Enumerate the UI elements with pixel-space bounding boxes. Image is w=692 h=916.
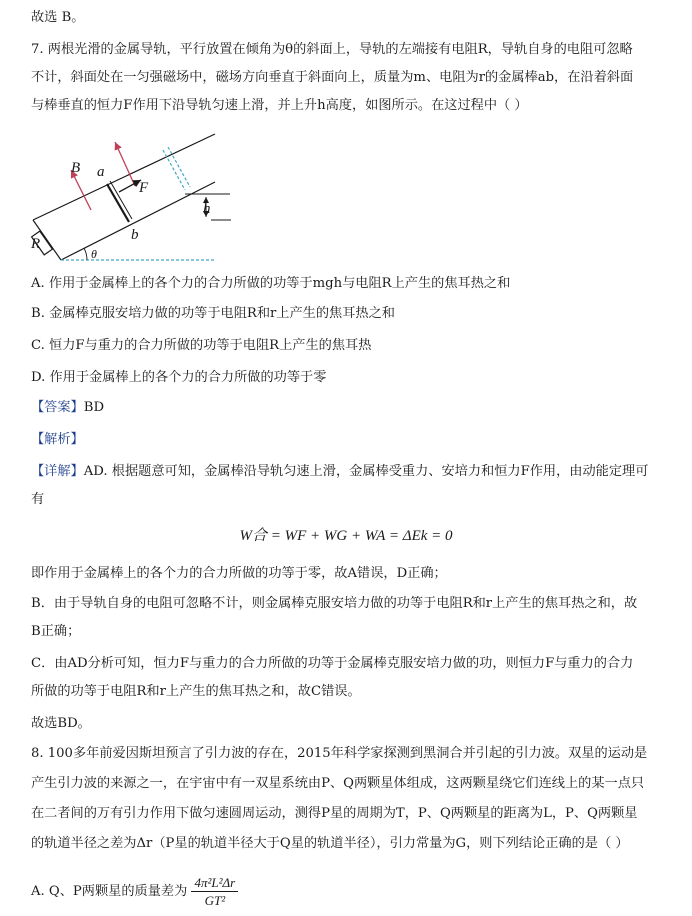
fraction-denominator: GT²: [204, 893, 226, 908]
label-b: b: [131, 227, 139, 243]
q8-line3: 在二者间的万有引力作用下做匀速圆周运动，测得P星的周期为T，P、Q两颗星的距离为L，P、Q两颗星: [31, 806, 638, 821]
label-B: B: [71, 160, 81, 176]
q7-stem-line1: 7. 两根光滑的金属导轨，平行放置在倾角为θ的斜面上，导轨的左端接有电阻R，导轨自身的电阻可忽略: [31, 42, 633, 57]
q7-analysis-tag: 【解析】: [31, 432, 84, 447]
label-h: h: [203, 201, 211, 217]
q7-c-line1: C．由AD分析可知，恒力F与重力的合力所做的功等于金属棒克服安培力做的功，则恒力F与重力的合力: [31, 656, 634, 671]
q7-b-line1: B．由于导轨自身的电阻可忽略不计，则金属棒克服安培力做的功等于电阻R和r上产生的焦耳热之和，故: [31, 596, 638, 611]
q8-option-a-prefix: A. Q、P两颗星的质量差为: [31, 884, 188, 899]
label-a: a: [97, 164, 105, 180]
rail-upper: [33, 134, 215, 220]
q8-line1: 8. 100多年前爱因斯坦预言了引力波的存在，2015年科学家探测到黑洞合并引起的引力波。双星的运动是: [31, 746, 648, 761]
q7-stem-line2: 不计，斜面处在一匀强磁场中，磁场方向垂直于斜面向上，质量为m、电阻为r的金属棒ab，在沿着斜面: [31, 70, 634, 85]
q7-answer: [31, 398, 670, 418]
q8-option-a-fraction: [191, 874, 238, 909]
q7-b-line2: B正确；: [31, 624, 81, 639]
angle-arc: [84, 248, 87, 260]
q8-line2: 产生引力波的来源之一，在宇宙中有一双星系统由P、Q两颗星体组成，这两颗星绕它们连线上的某一点只: [31, 776, 645, 791]
q7-conclusion: 故选BD。: [31, 716, 91, 731]
q7-option-d: D. 作用于金属棒上的各个力的合力所做的功等于零: [31, 370, 327, 385]
prev-answer: 故选 B。: [31, 10, 85, 25]
q7-option-b: B. 金属棒克服安培力做的功等于电阻R和r上产生的焦耳热之和: [31, 306, 395, 321]
b-field-arrow-1: [71, 170, 91, 210]
detail-tag: 【详解】: [31, 464, 84, 479]
answer-value: BD: [83, 400, 105, 415]
q7-after-formula: 即作用于金属棒上的各个力的合力所做的功等于零，故A错误，D正确；: [31, 566, 447, 581]
answer-tag: 【答案】: [31, 400, 84, 415]
label-F: F: [139, 180, 149, 196]
final-bar-dashed: [163, 150, 185, 190]
q7-option-a: A. 作用于金属棒上的各个力的合力所做的功等于mgh与电阻R上产生的焦耳热之和: [31, 276, 511, 291]
q8-option-a: [31, 872, 670, 912]
label-R: R: [31, 236, 41, 252]
detail-text: AD. 根据题意可知，金属棒沿导轨匀速上滑，金属棒受重力、安培力和恒力F作用，由动能定理可: [83, 464, 649, 479]
q7-detail-line1: [31, 462, 670, 482]
q7-c-line2: 所做的功等于电阻R和r上产生的焦耳热之和，故C错误。: [31, 684, 361, 699]
q7-stem-line3: 与棒垂直的恒力F作用下沿导轨匀速上滑，并上升h高度，如图所示。在这过程中（ ）: [31, 98, 528, 113]
q7-option-c: C. 恒力F与重力的合力所做的功等于电阻R上产生的焦耳热: [31, 338, 372, 353]
fraction-numerator: 4π²L²Δr: [191, 874, 238, 892]
q7-detail-line2: 有: [31, 492, 45, 507]
q7-formula: W合 = WF + WG + WA = ΔEk = 0: [239, 528, 453, 544]
metal-bar-ab: [107, 184, 129, 222]
q7-figure: [25, 124, 245, 268]
force-arrow: [119, 180, 141, 192]
q8-line4: 的轨道半径之差为Δr（P星的轨道半径大于Q星的轨道半径），引力常量为G，则下列结论正确的是（ ）: [31, 836, 629, 851]
label-theta: θ: [91, 247, 97, 261]
